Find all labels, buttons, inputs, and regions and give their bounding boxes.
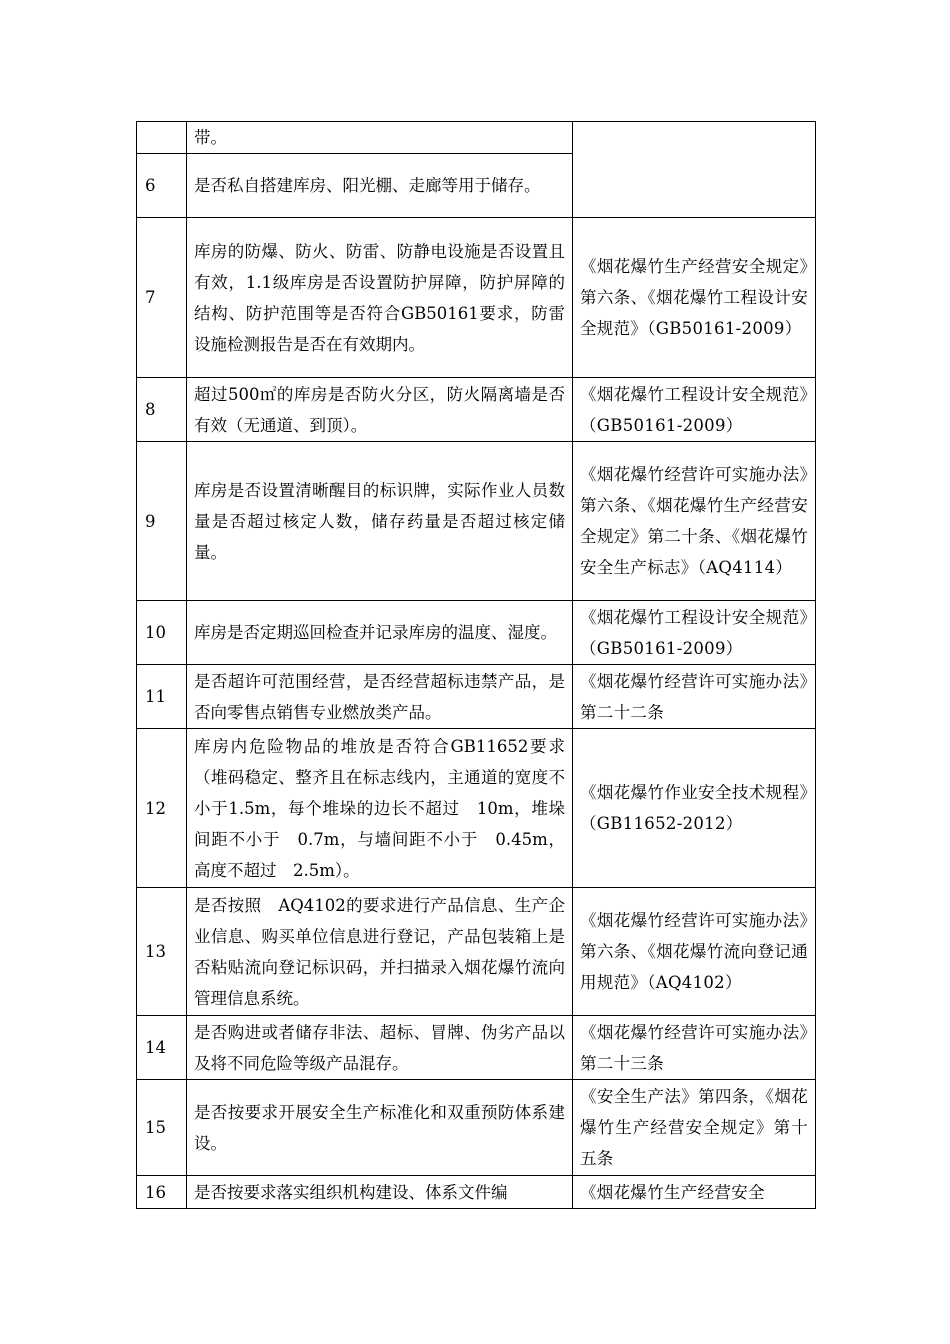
check-item: 库房的防爆、防火、防雷、防静电设施是否设置且有效，1.1级库房是否设置防护屏障，防护屏障的结构、防护范围等是否符合GB50161要求，防雷设施检测报告是否在有效期内。 bbox=[187, 218, 573, 378]
check-item: 超过500㎡的库房是否防火分区，防火隔离墙是否有效（无通道、到顶）。 bbox=[187, 378, 573, 442]
row-number: 11 bbox=[137, 665, 187, 729]
legal-basis: 《烟花爆竹经营许可实施办法》第六条、《烟花爆竹流向登记通用规范》（AQ4102） bbox=[573, 888, 816, 1016]
row-number: 8 bbox=[137, 378, 187, 442]
check-item: 是否超许可范围经营，是否经营超标违禁产品，是否向零售点销售专业燃放类产品。 bbox=[187, 665, 573, 729]
table-row bbox=[137, 122, 816, 154]
legal-basis bbox=[573, 122, 816, 218]
legal-basis: 《烟花爆竹经营许可实施办法》第二十三条 bbox=[573, 1016, 816, 1080]
check-item: 库房是否定期巡回检查并记录库房的温度、湿度。 bbox=[187, 601, 573, 665]
legal-basis: 《烟花爆竹工程设计安全规范》（GB50161-2009） bbox=[573, 378, 816, 442]
legal-basis: 《烟花爆竹经营许可实施办法》第六条、《烟花爆竹生产经营安全规定》第二十条、《烟花爆竹安全生产标志》（AQ4114） bbox=[573, 442, 816, 601]
legal-basis: 《烟花爆竹生产经营安全 bbox=[573, 1176, 816, 1209]
legal-basis: 《烟花爆竹作业安全技术规程》（GB11652-2012） bbox=[573, 729, 816, 888]
row-number: 7 bbox=[137, 218, 187, 378]
row-number: 13 bbox=[137, 888, 187, 1016]
safety-checklist-table bbox=[136, 121, 816, 1209]
table-row bbox=[137, 378, 816, 442]
table-row bbox=[137, 1176, 816, 1209]
check-item: 是否按要求落实组织机构建设、体系文件编 bbox=[187, 1176, 573, 1209]
row-number: 15 bbox=[137, 1080, 187, 1176]
row-number: 9 bbox=[137, 442, 187, 601]
table-row bbox=[137, 218, 816, 378]
table-row bbox=[137, 442, 816, 601]
table-row bbox=[137, 601, 816, 665]
legal-basis: 《烟花爆竹生产经营安全规定》第六条、《烟花爆竹工程设计安全规范》（GB50161-2009） bbox=[573, 218, 816, 378]
table-row bbox=[137, 1016, 816, 1080]
check-item: 库房是否设置清晰醒目的标识牌，实际作业人员数量是否超过核定人数，储存药量是否超过核定储量。 bbox=[187, 442, 573, 601]
table-row bbox=[137, 729, 816, 888]
table-row bbox=[137, 665, 816, 729]
row-number: 12 bbox=[137, 729, 187, 888]
table-row bbox=[137, 888, 816, 1016]
row-number bbox=[137, 122, 187, 154]
legal-basis: 《烟花爆竹工程设计安全规范》（GB50161-2009） bbox=[573, 601, 816, 665]
table-row bbox=[137, 1080, 816, 1176]
legal-basis: 《安全生产法》第四条，《烟花爆竹生产经营安全规定》第十五条 bbox=[573, 1080, 816, 1176]
check-item: 带。 bbox=[187, 122, 573, 154]
row-number: 14 bbox=[137, 1016, 187, 1080]
check-item: 是否按照 AQ4102的要求进行产品信息、生产企业信息、购买单位信息进行登记，产品包装箱上是否粘贴流向登记标识码，并扫描录入烟花爆竹流向管理信息系统。 bbox=[187, 888, 573, 1016]
check-item: 是否按要求开展安全生产标准化和双重预防体系建设。 bbox=[187, 1080, 573, 1176]
row-number: 16 bbox=[137, 1176, 187, 1209]
check-item: 是否购进或者储存非法、超标、冒牌、伪劣产品以及将不同危险等级产品混存。 bbox=[187, 1016, 573, 1080]
legal-basis: 《烟花爆竹经营许可实施办法》第二十二条 bbox=[573, 665, 816, 729]
check-item: 库房内危险物品的堆放是否符合GB11652要求（堆码稳定、整齐且在标志线内，主通道的宽度不小于1.5m，每个堆垛的边长不超过 10m，堆垛间距不小于 0.7m，与墙间距不小于 0.45m，高度不超过 2.5m）。 bbox=[187, 729, 573, 888]
check-item: 是否私自搭建库房、阳光棚、走廊等用于储存。 bbox=[187, 154, 573, 218]
row-number: 10 bbox=[137, 601, 187, 665]
row-number: 6 bbox=[137, 154, 187, 218]
